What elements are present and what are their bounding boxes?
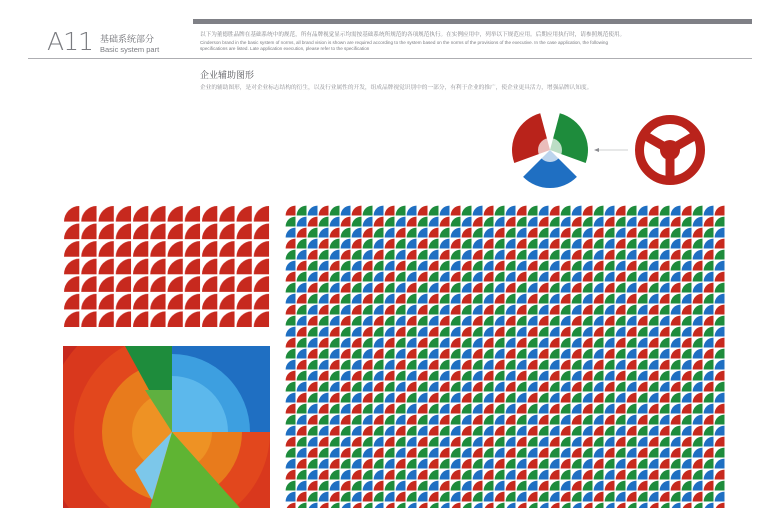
section-title-en: Basic system part: [100, 45, 160, 54]
arrow-left-icon: [594, 148, 628, 152]
intro-text-en-line2: specifications are listed. Late application execution, please refer to the specification: [200, 46, 370, 51]
color-leaf-pattern: [285, 205, 725, 508]
section-title-cn: 基础系统部分: [100, 35, 155, 45]
header-rule: [28, 58, 752, 59]
page-title: 企业辅助图形: [200, 71, 255, 81]
page-description: 企业的辅助图形，是对企业标志结构的衍生，以及行业属性的开发，组成品牌视觉识别中的一部分，有利于企业的推广，使企业更具活力，增强品牌认知度。: [200, 85, 593, 91]
abstract-composition: [44, 304, 300, 527]
color-logo: [512, 113, 588, 188]
header-bar: [193, 19, 752, 24]
red-leaf-pattern: [63, 205, 270, 328]
intro-text-cn: 以下为董德胜品牌在基础系统中的规范，所有品牌视觉显示均需按基础系统所规范的各项规范执行。在实例应用中，列举以下规范应用。后期应用执行时，请参照规范使用。: [200, 32, 626, 38]
logo-center: [538, 138, 562, 162]
intro-text-en-line1: Cinderson brand in the basic system of norms, all brand vision is shown are required according to the system based on the norms of the provisions of the executive. In the case application, the following: [200, 40, 609, 45]
logo-hub: [660, 140, 680, 160]
red-logo: [640, 120, 701, 182]
section-code: A11: [47, 27, 93, 56]
